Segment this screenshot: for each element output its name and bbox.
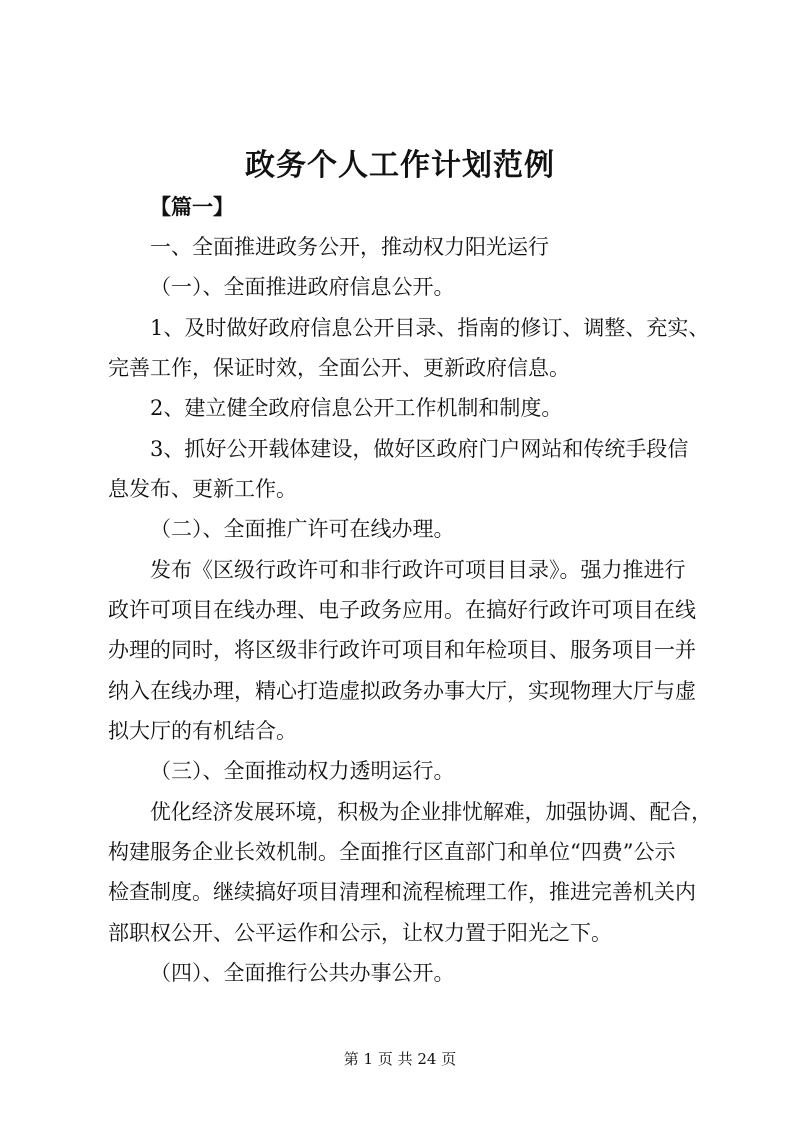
body-line: 3、抓好公开载体建设，做好区政府门户网站和传统手段信 xyxy=(150,437,689,461)
body-line: 完善工作，保证时效，全面公开、更新政府信息。 xyxy=(108,356,570,380)
body-line: （四）、全面推行公共办事公开。 xyxy=(150,961,455,985)
body-line: 构建服务企业长效机制。全面推行区直部门和单位“四费”公示 xyxy=(108,840,676,864)
body-line: （二）、全面推广许可在线办理。 xyxy=(150,517,455,541)
page-footer: 第 1 页 共 24 页 xyxy=(343,1050,457,1068)
body-line: 发布《区级行政许可和非行政许可项目目录》。强力推进行 xyxy=(150,558,686,582)
body-line: 政许可项目在线办理、电子政务应用。在搞好行政许可项目在线 xyxy=(108,598,696,622)
body-line: 2、建立健全政府信息公开工作机制和制度。 xyxy=(150,396,563,420)
body-line: 优化经济发展环境，积极为企业排忧解难，加强协调、配合， xyxy=(150,800,712,824)
body-line: 拟大厅的有机结合。 xyxy=(108,719,297,743)
body-line: 部职权公开、公平运作和公示，让权力置于阳光之下。 xyxy=(108,921,612,945)
body-line: 办理的同时，将区级非行政许可项目和年检项目、服务项目一并 xyxy=(108,638,696,662)
document-title: 政务个人工作计划范例 xyxy=(245,148,555,183)
section-tag: 【篇一】 xyxy=(150,194,234,219)
body-line: 一、全面推进政务公开，推动权力阳光运行 xyxy=(150,235,549,259)
body-line: 检查制度。继续搞好项目清理和流程梳理工作，推进完善机关内 xyxy=(108,880,696,904)
body-line: （三）、全面推动权力透明运行。 xyxy=(150,759,455,783)
body-line: 息发布、更新工作。 xyxy=(108,477,297,501)
body-line: （一）、全面推进政府信息公开。 xyxy=(150,275,455,299)
body-line: 1、及时做好政府信息公开目录、指南的修订、调整、充实、 xyxy=(150,316,710,340)
body-line: 纳入在线办理，精心打造虚拟政务办事大厅，实现物理大厅与虚 xyxy=(108,679,696,703)
